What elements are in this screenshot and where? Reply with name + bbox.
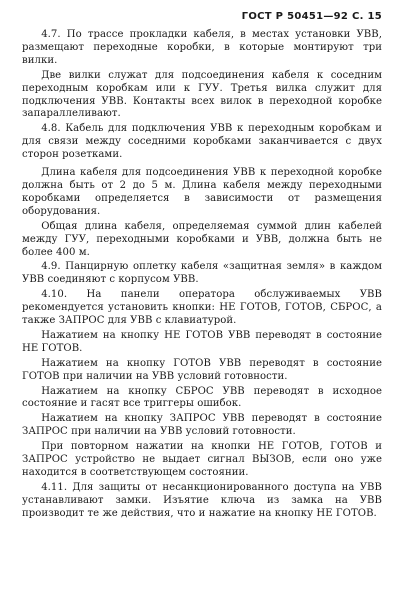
paragraph-4-11: 4.11. Для защиты от несанкционированного доступа на УВВ устанавливают замки. Изъятие ключа из замка на УВВ производит те же действия, что и нажатие на кнопку НЕ ГОТОВ. bbox=[22, 481, 382, 519]
page-header: ГОСТ Р 50451—92 С. 15 bbox=[241, 11, 382, 22]
paragraph-4-9: 4.9. Панцирную оплетку кабеля «защитная земля» в каждом УВВ соединяют с корпусом УВВ. bbox=[22, 261, 382, 286]
document-body bbox=[22, 29, 382, 521]
paragraph-4-10: 4.10. На панели оператора обслуживаемых УВВ рекомендуется установить кнопки: НЕ ГОТОВ, ГОТОВ, СБРОС, а также ЗАПРОС для УВВ с клавиатурой. bbox=[22, 289, 382, 327]
paragraph-total-length: Общая длина кабеля, определяемая суммой длин кабелей между ГУУ, переходными коробками и УВВ, должна быть не более 400 м. bbox=[22, 220, 382, 258]
paragraph-ready: Нажатием на кнопку ГОТОВ УВВ переводят в состояние ГОТОВ при наличии на УВВ условий готовности. bbox=[22, 357, 382, 382]
paragraph-4-7: 4.7. По трассе прокладки кабеля, в местах установки УВВ, размещают переходные коробки, в которые монтируют три вилки. bbox=[22, 29, 382, 66]
paragraph-4-8: 4.8. Кабель для подключения УВВ к переходным коробкам и для связи между соседними коробками заканчивается с двух сторон розетками. bbox=[22, 123, 382, 161]
paragraph-request: Нажатием на кнопку ЗАПРОС УВВ переводят в состояние ЗАПРОС при наличии на УВВ условий готовности. bbox=[22, 413, 382, 438]
paragraph-not-ready: Нажатием на кнопку НЕ ГОТОВ УВВ переводят в состояние НЕ ГОТОВ. bbox=[22, 329, 382, 354]
paragraph-reset: Нажатием на кнопку СБРОС УВВ переводят в исходное состояние и гасят все триггеры ошибок. bbox=[22, 385, 382, 410]
paragraph-repeat-press: При повторном нажатии на кнопки НЕ ГОТОВ, ГОТОВ и ЗАПРОС устройство не выдает сигнал ВЫЗОВ, если оно уже находится в соответствующем состоянии. bbox=[22, 441, 382, 478]
paragraph-cable-length: Длина кабеля для подсоединения УВВ к переходной коробке должна быть от 2 до 5 м. Длина кабеля между переходными коробками определяется в зависимости от размещения оборудования. bbox=[22, 167, 382, 217]
paragraph-plugs: Две вилки служат для подсоединения кабеля к соседним переходным коробкам или к ГУУ. Третья вилка служит для подключения УВВ. Контакты всех вилок в переходной коробке запараллеливают. bbox=[22, 69, 382, 120]
